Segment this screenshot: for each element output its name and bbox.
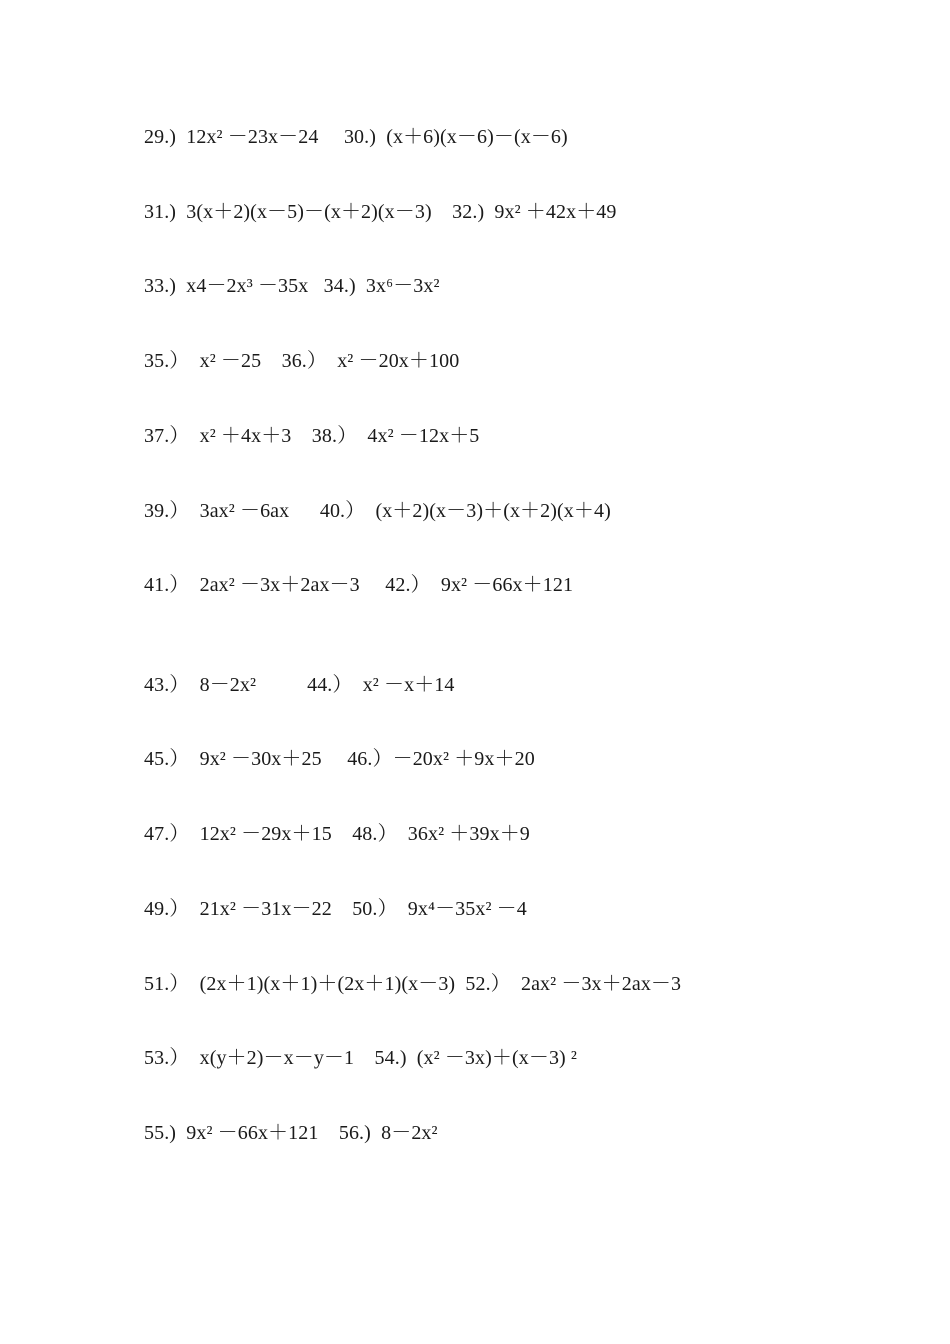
problem-line-47-48: 47.） 12x² －29x＋15 48.） 36x² ＋39x＋9 xyxy=(144,823,530,845)
problem-line-41-42: 41.） 2ax² －3x＋2ax－3 42.） 9x² －66x＋121 xyxy=(144,574,574,596)
problem-line-37-38: 37.） x² ＋4x＋3 38.） 4x² －12x＋5 xyxy=(144,425,480,447)
problem-line-29-30: 29.) 12x² －23x－24 30.) (x＋6)(x－6)－(x－6) xyxy=(144,126,568,148)
problem-line-33-34: 33.) x4－2x³ －35x 34.) 3x⁶－3x² xyxy=(144,275,440,297)
problem-line-39-40: 39.） 3ax² －6ax 40.） (x＋2)(x－3)＋(x＋2)(x＋4) xyxy=(144,500,611,522)
problem-line-49-50: 49.） 21x² －31x－22 50.） 9x⁴－35x² －4 xyxy=(144,898,527,920)
problem-line-55-56: 55.) 9x² －66x＋121 56.) 8－2x² xyxy=(144,1122,438,1144)
problem-line-45-46: 45.） 9x² －30x＋25 46.）－20x² ＋9x＋20 xyxy=(144,748,535,770)
problem-line-43-44: 43.） 8－2x² 44.） x² －x＋14 xyxy=(144,674,455,696)
problem-line-53-54: 53.） x(y＋2)－x－y－1 54.) (x² －3x)＋(x－3) ² xyxy=(144,1047,578,1069)
problem-line-51-52: 51.） (2x＋1)(x＋1)＋(2x＋1)(x－3) 52.） 2ax² －3x＋2ax－3 xyxy=(144,973,682,995)
problem-line-31-32: 31.) 3(x＋2)(x－5)－(x＋2)(x－3) 32.) 9x² ＋42x＋49 xyxy=(144,201,617,223)
problem-line-35-36: 35.） x² －25 36.） x² －20x＋100 xyxy=(144,350,460,372)
